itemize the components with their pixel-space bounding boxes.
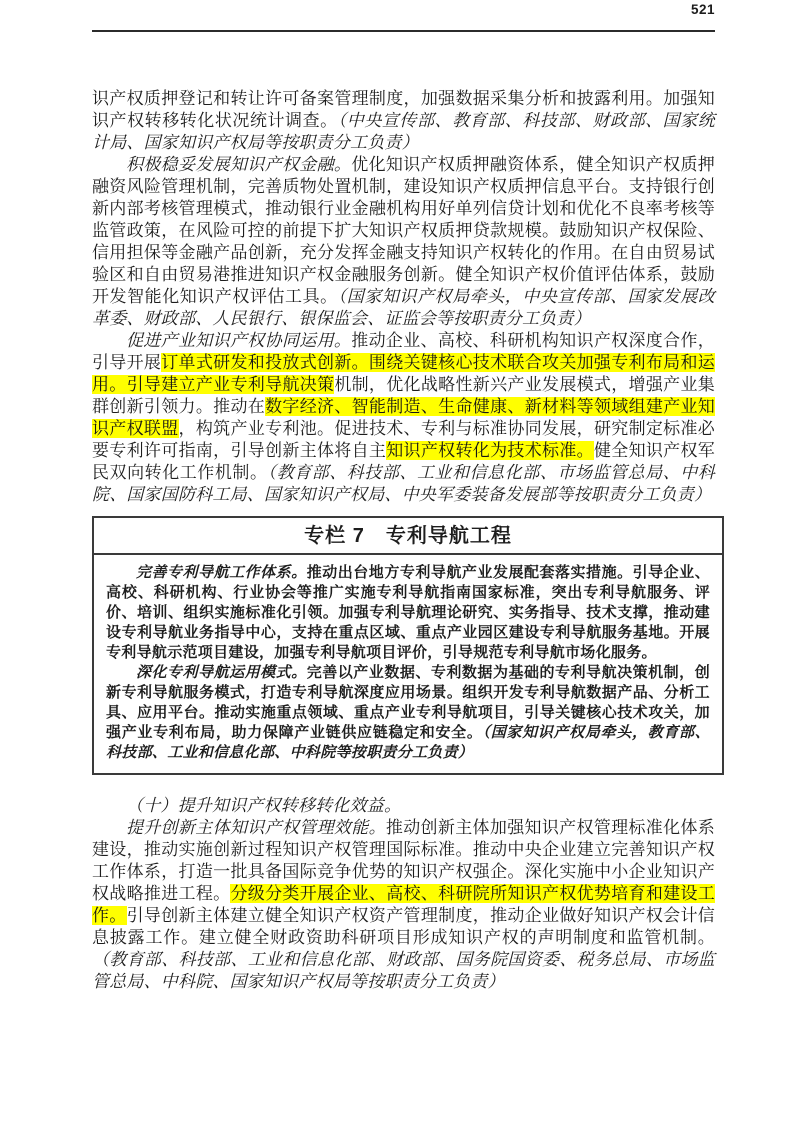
box-paragraph-application-mode bbox=[106, 663, 710, 763]
body-text-run: 识产权质押登记和转让许可备案管理制度，加强数据采集分析和披露利用。加强知识产权转移转化状况统计调查。 bbox=[92, 89, 715, 130]
kai-text-run: 完善专利导航工作体系。 bbox=[136, 565, 307, 581]
box-body bbox=[94, 555, 722, 773]
paragraph-transfer-benefits bbox=[92, 817, 715, 993]
kai-text-run: （十）提升知识产权转移转化效益。 bbox=[126, 796, 402, 815]
body-text-run: 健全知识产权军民双向转化工作机制。 bbox=[92, 441, 716, 482]
box-paragraph-work-system bbox=[106, 563, 710, 663]
box-title: 专栏 7 专利导航工程 bbox=[94, 518, 722, 555]
highlighted-text: 知识产权转化为技术标准。 bbox=[386, 441, 594, 460]
body-text-run: 优化知识产权质押融资体系，健全知识产权质押融资风险管理机制，完善质物处置机制，建设知识产权质押信息平台。支持银行创新内部考核管理模式，推动银行业金融机构用好单列信贷计划和优化不良率考核等监管政策，在风险可控的前提下扩大知识产权质押贷款规模。鼓励知识产权保险、信用担保等金融产品创新，充分发挥金融支持知识产权转化的作用。在自由贸易试验区和自由贸易港推进知识产权金融服务创新。健全知识产权价值评估体系，鼓励开发智能化知识产权评估工具。 bbox=[92, 155, 715, 306]
body-text-run: 引导创新主体建立健全知识产权资产管理制度，推动企业做好知识产权会计信息披露工作。建立健全财政资助科研项目形成知识产权的声明制度和监管机制。 bbox=[92, 906, 715, 947]
kai-text-run: （教育部、科技部、工业和信息化部、市场监管总局、中科院、国家国防科工局、国家知识产权局、中央军委装备发展部等按职责分工负责） bbox=[92, 463, 715, 504]
page-content bbox=[92, 88, 715, 993]
paragraph-ip-finance bbox=[92, 154, 715, 330]
body-text-run: 推动创新主体加强知识产权管理标准化体系建设，推动实施创新过程知识产权管理国际标准。推动中央企业建立完善知识产权工作体系，打造一批具备国际竞争优势的知识产权强企。深化实施中小企业知识产权战略推进工程。 bbox=[92, 818, 715, 903]
body-text-run: 完善以产业数据、专利数据为基础的专利导航决策机制，创新专利导航服务模式，打造专利导航深度应用场景。组织开发专利导航数据产品、分析工具、应用平台。推动实施重点领域、重点产业专利导航项目，引导关键核心技术攻关，加强产业专利布局，助力保障产业链供应链稳定和安全。 bbox=[106, 665, 710, 741]
highlighted-text: 分级分类开展企业、高校、科研院所知识产权优势培育和建设工作。 bbox=[92, 884, 715, 925]
kai-text-run: （国家知识产权局牵头，教育部、科技部、工业和信息化部、中科院等按职责分工负责） bbox=[106, 725, 710, 761]
highlighted-text: 订单式研发和投放式创新。围绕关键核心技术联合攻关加强专利布局和运用。引导建立产业专利导航决策 bbox=[92, 353, 715, 394]
paragraph-industry-ip-use bbox=[92, 330, 715, 506]
header-rule bbox=[92, 30, 715, 32]
body-text-run: 机制，优化战略性新兴产业发展模式，增强产业集群创新引领力。推动在 bbox=[92, 375, 715, 416]
kai-text-run: 提升创新主体知识产权管理效能。 bbox=[126, 818, 386, 837]
body-text-run: ，构筑产业专利池。促进技术、专利与标准协同发展，研究制定标准必要专利许可指南，引导创新主体将自主 bbox=[92, 419, 715, 460]
body-text-run: 推动企业、高校、科研机构知识产权深度合作，引导开展 bbox=[92, 331, 715, 372]
kai-text-run: 促进产业知识产权协同运用。 bbox=[126, 331, 352, 350]
kai-text-run: 深化专利导航运用模式。 bbox=[136, 665, 307, 681]
body-text-run: 推动出台地方专利导航产业发展配套落实措施。引导企业、高校、科研机构、行业协会等推广实施专利导航指南国家标准，突出专利导航服务、评价、培训、组织实施标准化引领。加强专利导航理论研究、实务指导、技术支撑，推动建设专利导航业务指导中心，支持在重点区域、重点产业园区建设专利导航服务基地。开展专利导航示范项目建设，加强专利导航项目评价，引导规范专利导航市场化服务。 bbox=[106, 565, 710, 661]
section-heading-10 bbox=[92, 795, 715, 817]
highlighted-text: 数字经济、智能制造、生命健康、新材料等领域组建产业知识产权联盟 bbox=[92, 397, 716, 438]
kai-text-run: （教育部、科技部、工业和信息化部、财政部、国务院国资委、税务总局、市场监管总局、中科院、国家知识产权局等按职责分工负责） bbox=[92, 950, 715, 991]
kai-text-run: （中央宣传部、教育部、科技部、财政部、国家统计局、国家知识产权局等按职责分工负责） bbox=[92, 111, 715, 152]
page-number: 521 bbox=[690, 2, 715, 17]
paragraph-pledge-registration bbox=[92, 88, 715, 154]
kai-text-run: 积极稳妥发展知识产权金融。 bbox=[126, 155, 352, 174]
column-box-patent-navigation bbox=[92, 516, 724, 775]
kai-text-run: （国家知识产权局牵头，中央宣传部、国家发展改革委、财政部、人民银行、银保监会、证监会等按职责分工负责） bbox=[92, 287, 715, 328]
